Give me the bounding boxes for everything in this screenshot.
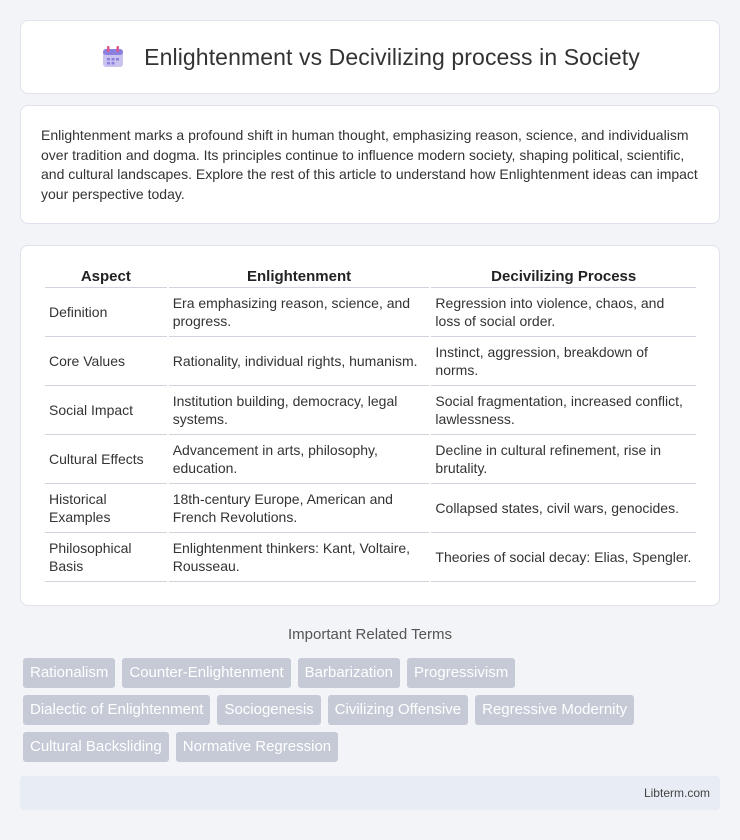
enlightenment-cell: Advancement in arts, philosophy, education. bbox=[169, 435, 430, 484]
table-row bbox=[45, 484, 696, 533]
decivilizing-cell: Theories of social decay: Elias, Spengler. bbox=[431, 533, 696, 582]
aspect-cell: Cultural Effects bbox=[45, 435, 167, 484]
decivilizing-cell: Social fragmentation, increased conflict, lawlessness. bbox=[431, 386, 696, 435]
related-term-tag[interactable]: Sociogenesis bbox=[217, 695, 320, 725]
enlightenment-cell: 18th-century Europe, American and French Revolutions. bbox=[169, 484, 430, 533]
table-row bbox=[45, 533, 696, 582]
comparison-table bbox=[43, 264, 698, 582]
page-title: Enlightenment vs Decivilizing process in Society bbox=[144, 43, 640, 70]
footer bbox=[20, 776, 720, 810]
table-row bbox=[45, 288, 696, 337]
related-terms-list bbox=[23, 658, 703, 762]
intro-card bbox=[20, 105, 720, 224]
column-header-decivilizing: Decivilizing Process bbox=[431, 264, 696, 288]
aspect-cell: Historical Examples bbox=[45, 484, 167, 533]
related-term-tag[interactable]: Counter-Enlightenment bbox=[122, 658, 290, 688]
enlightenment-cell: Rationality, individual rights, humanism. bbox=[169, 337, 430, 386]
related-term-tag[interactable]: Dialectic of Enlightenment bbox=[23, 695, 210, 725]
table-row bbox=[45, 337, 696, 386]
enlightenment-cell: Institution building, democracy, legal systems. bbox=[169, 386, 430, 435]
decivilizing-cell: Collapsed states, civil wars, genocides. bbox=[431, 484, 696, 533]
aspect-cell: Definition bbox=[45, 288, 167, 337]
table-row bbox=[45, 386, 696, 435]
decivilizing-cell: Regression into violence, chaos, and loss of social order. bbox=[431, 288, 696, 337]
related-term-tag[interactable]: Regressive Modernity bbox=[475, 695, 634, 725]
enlightenment-cell: Enlightenment thinkers: Kant, Voltaire, Rousseau. bbox=[169, 533, 430, 582]
comparison-card bbox=[20, 245, 720, 606]
related-term-tag[interactable]: Normative Regression bbox=[176, 732, 338, 762]
column-header-aspect: Aspect bbox=[45, 264, 167, 288]
table-row bbox=[45, 435, 696, 484]
related-term-tag[interactable]: Civilizing Offensive bbox=[328, 695, 468, 725]
aspect-cell: Social Impact bbox=[45, 386, 167, 435]
table-header-row bbox=[45, 264, 696, 288]
calendar-icon bbox=[100, 44, 126, 70]
intro-text: Enlightenment marks a profound shift in human thought, emphasizing reason, science, and individualism over tradition and dogma. Its principles continue to influence modern society, shaping political, scientific, and cultural landscapes. Explore the rest of this article to understand how Enlightenment ideas can impact your perspective today. bbox=[41, 127, 698, 202]
header-card bbox=[20, 20, 720, 94]
aspect-cell: Philosophical Basis bbox=[45, 533, 167, 582]
enlightenment-cell: Era emphasizing reason, science, and progress. bbox=[169, 288, 430, 337]
column-header-enlightenment: Enlightenment bbox=[169, 264, 430, 288]
aspect-cell: Core Values bbox=[45, 337, 167, 386]
related-term-tag[interactable]: Barbarization bbox=[298, 658, 400, 688]
related-term-tag[interactable]: Rationalism bbox=[23, 658, 115, 688]
decivilizing-cell: Instinct, aggression, breakdown of norms. bbox=[431, 337, 696, 386]
related-term-tag[interactable]: Progressivism bbox=[407, 658, 515, 688]
footer-site-link[interactable]: Libterm.com bbox=[643, 786, 710, 800]
related-term-tag[interactable]: Cultural Backsliding bbox=[23, 732, 169, 762]
decivilizing-cell: Decline in cultural refinement, rise in brutality. bbox=[431, 435, 696, 484]
related-terms-title: Important Related Terms bbox=[288, 626, 452, 643]
